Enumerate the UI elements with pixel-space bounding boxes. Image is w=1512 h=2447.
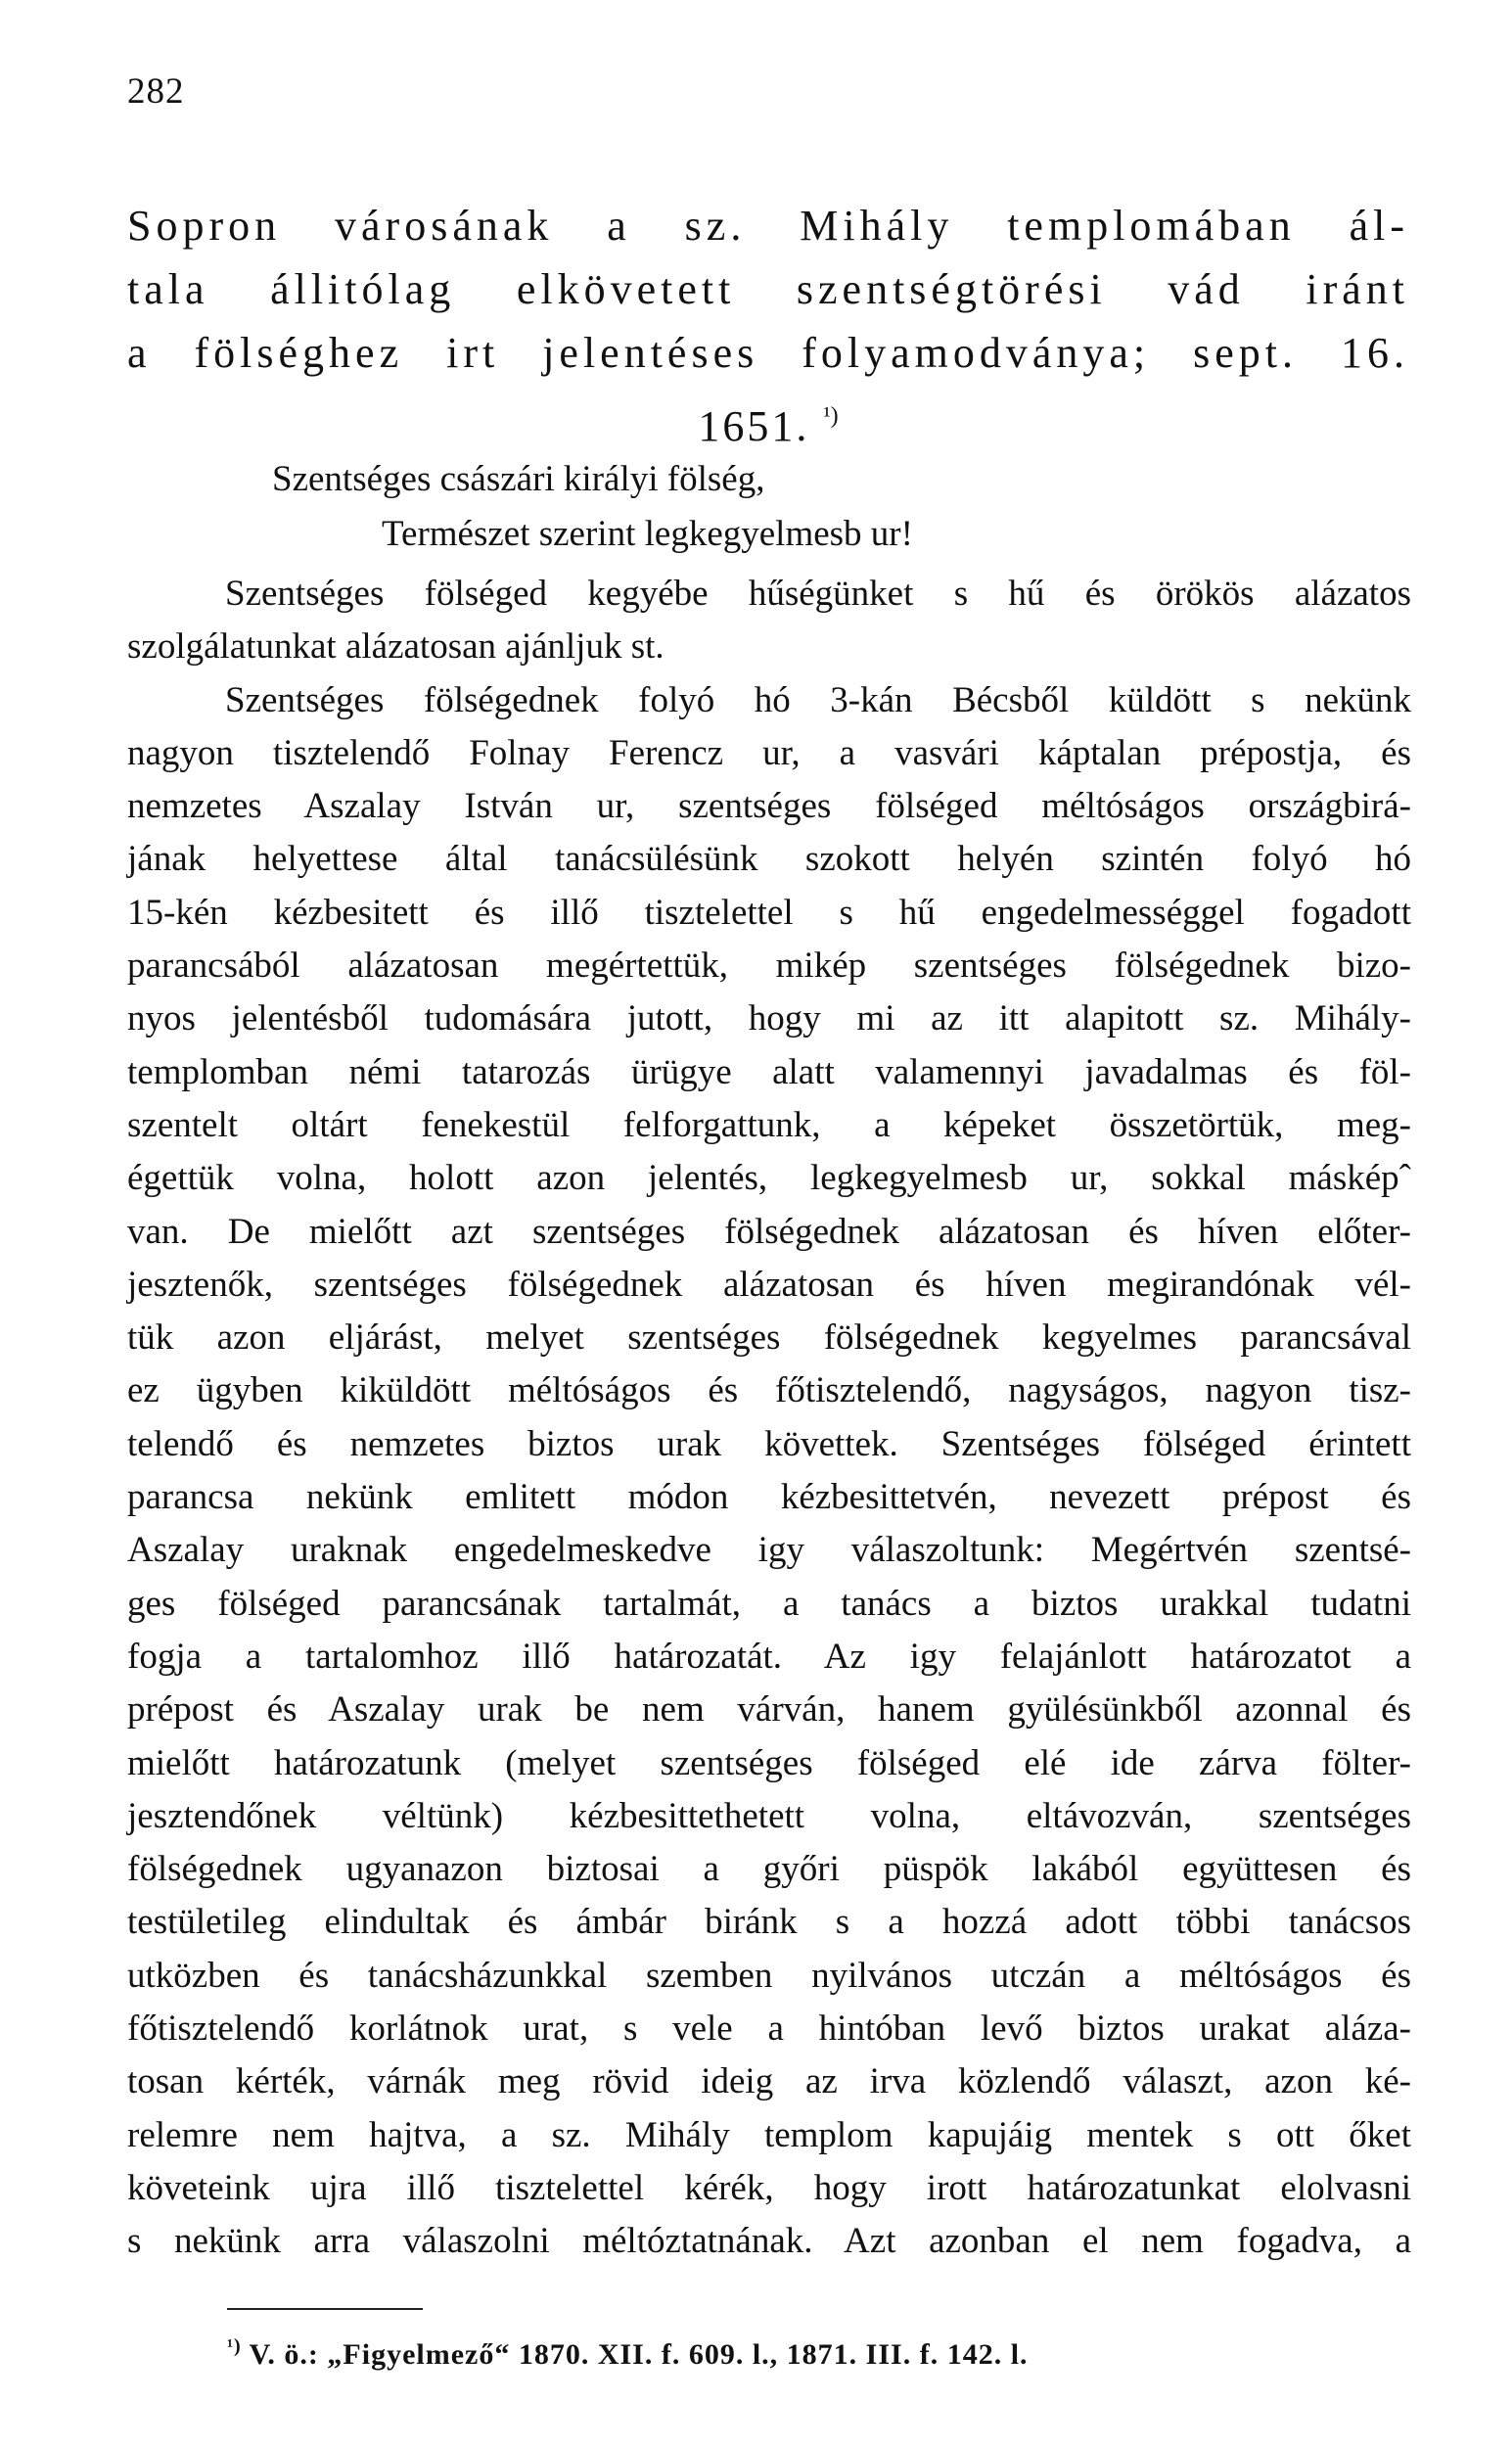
body-line: szentelt oltárt fenekestül felforgattunk, a képeket összetörtük, meg- [127,1104,1411,1145]
body-line: jának helyettese által tanácsülésünk szokott helyén szintén folyó hó [127,839,1411,880]
body-line: nemzetes Aszalay István ur, szentséges fölséged méltóságos országbirá- [127,786,1411,827]
title-date-line [127,385,1409,458]
body-line: 15-kén kézbesitett és illő tisztelettel s hű engedelmességgel fogadott [127,892,1411,933]
body-line: telendő és nemzetes biztos urak követtek. Szentséges fölséged érintett [127,1423,1411,1464]
body-line: ez ügyben kiküldött méltóságos és főtisztelendő, nagyságos, nagyon tisz- [127,1370,1411,1411]
salutation-line-2: Természet szerint legkegyelmesb ur! [382,514,913,554]
body-line: Aszalay uraknak engedelmeskedve igy válaszoltunk: Megértvén szentsé- [127,1530,1411,1571]
footnote-text: V. ö.: „Figyelmező“ 1870. XII. f. 609. l., 1871. III. f. 142. l. [249,2338,1029,2371]
footnote-divider [227,2308,423,2310]
body-line: Szentséges fölséged kegyébe hűségünket s hű és örökös alázatos [225,574,1411,614]
letter-body [127,568,1411,2269]
body-line: fölségednek ugyanazon biztosai a győri püspök lakából együttesen és [127,1849,1411,1890]
body-line: parancsa nekünk emlitett módon kézbesittetvén, nevezett prépost és [127,1477,1411,1518]
document-title [127,194,1409,458]
body-line: égettük volna, holott azon jelentés, legkegyelmesb ur, sokkal másképˆ [127,1158,1411,1199]
title-line-1: Sopron városának a sz. Mihály templomában ál- [127,202,1409,250]
body-line: tosan kérték, várnák meg rövid ideig az irva közlendő választ, azon ké- [127,2061,1411,2102]
body-line: szolgálatunkat alázatosan ajánljuk st. [127,626,664,668]
body-line: ges fölséged parancsának tartalmát, a tanács a biztos urakkal tudatni [127,1583,1411,1624]
body-line: jesztenők, szentséges fölségednek alázatosan és híven megirandónak vél- [127,1264,1411,1305]
title-line-2: tala állitólag elkövetett szentségtörési vád iránt [127,265,1409,313]
body-line: prépost és Aszalay urak be nem várván, hanem gyülésünkből azonnal és [127,1689,1411,1731]
body-line: testületileg elindultak és ámbár biránk s a hozzá adott többi tanácsos [127,1902,1411,1943]
footnote [227,2335,1029,2372]
title-date: 1651. [698,402,810,450]
body-line: nagyon tisztelendő Folnay Ferencz ur, a vasvári káptalan prépostja, és [127,732,1411,773]
footnote-reference: ¹) [823,403,839,429]
body-line: fogja a tartalomhoz illő határozatát. Az igy felajánlott határozatot a [127,1636,1411,1677]
body-line: mielőtt határozatunk (melyet szentséges fölséged elé ide zárva fölter- [127,1742,1411,1783]
salutation-line-1: Szentséges császári királyi fölség, [272,459,765,499]
body-line: követeink ujra illő tisztelettel kérék, hogy irott határozatunkat elolvasni [127,2167,1411,2208]
body-line: templomban némi tatarozás ürügye alatt valamennyi javadalmas és föl- [127,1051,1411,1092]
page-number: 282 [127,71,185,112]
body-line: jesztendőnek véltünk) kézbesittethetett volna, eltávozván, szentséges [127,1795,1411,1836]
body-line: tük azon eljárást, melyet szentséges fölségednek kegyelmes parancsával [127,1317,1411,1359]
body-line: van. De mielőtt azt szentséges fölségednek alázatosan és híven előter- [127,1211,1411,1252]
body-line: Szentséges fölségednek folyó hó 3-kán Bécsből küldött s nekünk [225,679,1411,720]
body-line: relemre nem hajtva, a sz. Mihály templom kapujáig mentek s ott őket [127,2114,1411,2155]
body-line: nyos jelentésből tudomására jutott, hogy mi az itt alapitott sz. Mihály- [127,998,1411,1039]
title-line-3: a fölséghez irt jelentéses folyamodványa; sept. 16. [127,329,1409,377]
body-line: parancsából alázatosan megértettük, mikép szentséges fölségednek bizo- [127,946,1411,987]
body-line: s nekünk arra válaszolni méltóztatnának. Azt azonban el nem fogadva, a [127,2221,1411,2262]
body-line: utközben és tanácsházunkkal szemben nyilvános utczán a méltóságos és [127,1955,1411,1996]
body-line: főtisztelendő korlátnok urat, s vele a hintóban levő biztos urakat aláza- [127,2008,1411,2050]
footnote-marker: ¹) [227,2335,242,2357]
